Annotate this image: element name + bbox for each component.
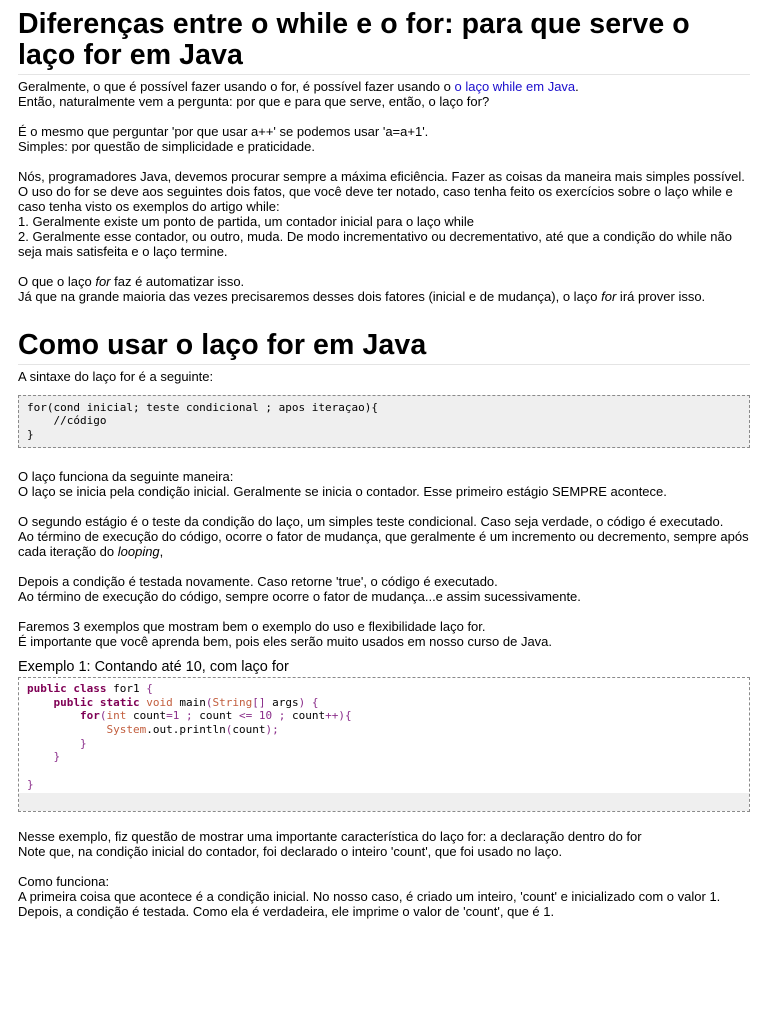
paragraph: Geralmente, o que é possível fazer usando o for, é possível fazer usando o o laço while em Java. — [18, 79, 579, 94]
paragraph: Nós, programadores Java, devemos procurar sempre a máxima eficiência. Fazer as coisas da maneira mais simples possível. — [18, 169, 745, 184]
paragraph: 1. Geralmente existe um ponto de partida, um contador inicial para o laço while — [18, 214, 474, 229]
section-title-how-to-use-for: Como usar o laço for em Java — [18, 329, 427, 361]
paragraph: Faremos 3 exemplos que mostram bem o exemplo do uso e flexibilidade laço for. — [18, 618, 486, 634]
paragraph: Ao término de execução do código, ocorre o fator de mudança, que geralmente é um incremento ou decremento, sempre após cada iteração do looping, — [18, 528, 749, 559]
paragraph: Então, naturalmente vem a pergunta: por que e para que serve, então, o laço for? — [18, 94, 490, 109]
paragraph: O segundo estágio é o teste da condição do laço, um simples teste condicional. Caso seja verdade, o código é executado. — [18, 513, 724, 529]
paragraph: Nesse exemplo, fiz questão de mostrar uma importante característica do laço for: a declaração dentro do for — [18, 829, 642, 845]
paragraph: O laço funciona da seguinte maneira: — [18, 468, 234, 484]
title-divider — [18, 74, 750, 75]
code-line: } — [53, 750, 61, 764]
paragraph: Já que na grande maioria das vezes precisaremos desses dois fatores (inicial e de mudança), o laço for irá prover isso. — [18, 289, 706, 304]
while-loop-link[interactable]: o laço while em Java — [454, 79, 576, 94]
example-1-title: Exemplo 1: Contando até 10, com laço for — [18, 658, 289, 675]
syntax-code-block: for(cond inicial; teste condicional ; apos iteraçao){ //código } — [18, 395, 750, 448]
code-line: System.out.println(count); — [106, 722, 279, 736]
paragraph: Ao término de execução do código, sempre ocorre o fator de mudança...e assim sucessivamente. — [18, 588, 581, 604]
paragraph: Como funciona: — [18, 874, 110, 890]
title-divider — [18, 364, 750, 365]
paragraph: Note que, na condição inicial do contador, foi declarado o inteiro 'count', que foi usado no laço. — [18, 844, 563, 860]
paragraph: A primeira coisa que acontece é a condição inicial. No nosso caso, é criado um inteiro, 'count' e inicializado com o valor 1. — [18, 889, 721, 905]
code-scrollbar-area — [19, 793, 749, 811]
example-1-code-block — [18, 677, 750, 813]
code-line: for(int count=1 ; count <= 10 ; count++){ — [79, 709, 352, 723]
paragraph: 2. Geralmente esse contador, ou outro, muda. De modo incrementativo ou decrementativo, até que a condição do while não seja mais satisfeita e o laço termine. — [18, 229, 732, 259]
code-line: } — [79, 736, 87, 750]
paragraph: Depois a condição é testada novamente. Caso retorne 'true', o código é executado. — [18, 573, 498, 589]
paragraph: A sintaxe do laço for é a seguinte: — [18, 369, 214, 384]
paragraph: Depois, a condição é testada. Como ela é verdadeira, ele imprime o valor de 'count', que é 1. — [18, 904, 555, 920]
paragraph: Simples: por questão de simplicidade e praticidade. — [18, 139, 316, 154]
paragraph: O que o laço for faz é automatizar isso. — [18, 274, 245, 289]
code-line: } — [27, 777, 34, 791]
section-title-while-vs-for: Diferenças entre o while e o for: para que serve o laço for em Java — [18, 8, 690, 71]
paragraph: O laço se inicia pela condição inicial. Geralmente se inicia o contador. Esse primeiro estágio SEMPRE acontece. — [18, 483, 667, 499]
code-line: public class for1 { — [27, 681, 153, 695]
paragraph: É importante que você aprenda bem, pois eles serão muito usados em nosso curso de Java. — [18, 633, 553, 649]
code-line: public static void main(String[] args) { — [53, 695, 319, 709]
paragraph: É o mesmo que perguntar 'por que usar a++' se podemos usar 'a=a+1'. — [18, 124, 429, 139]
code-line — [19, 764, 749, 778]
paragraph: O uso do for se deve aos seguintes dois fatos, que você deve ter notado, caso tenha feito os exercícios sobre o laço while e caso tenha visto os exemplos do artigo while: — [18, 184, 733, 214]
